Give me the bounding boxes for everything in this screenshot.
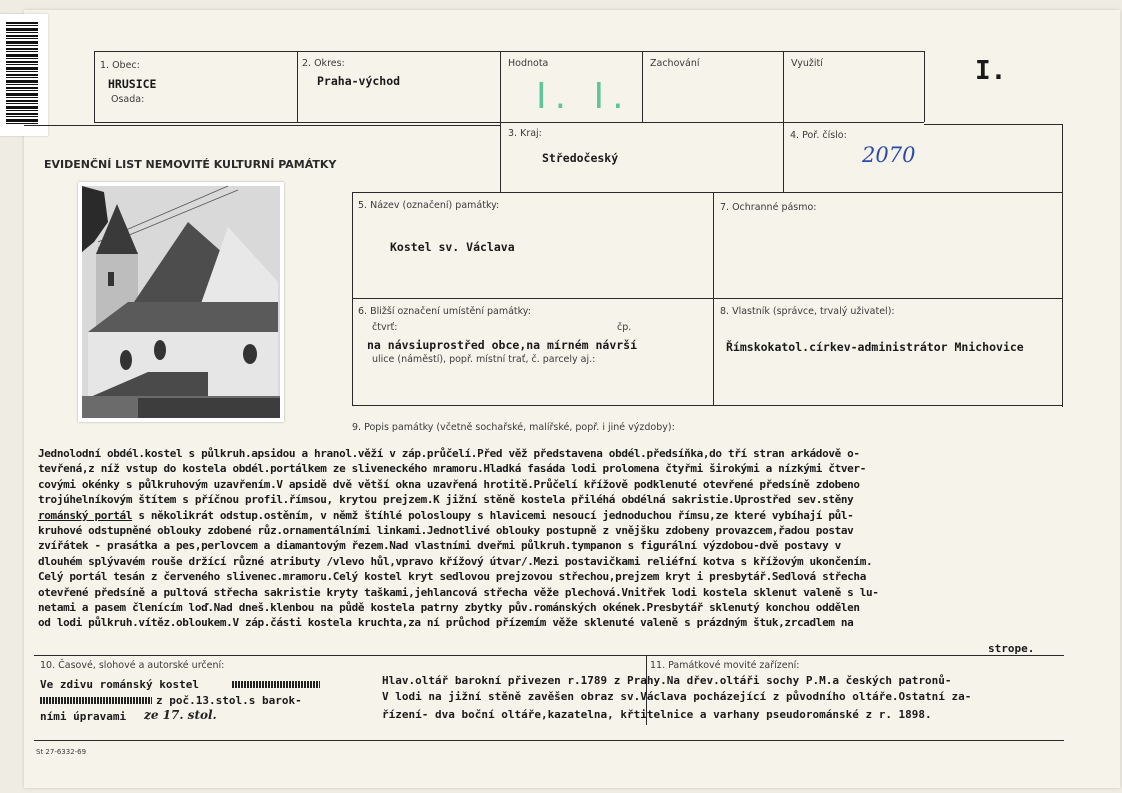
crossed-out-text: [232, 681, 320, 688]
cislo-label: 4. Poř. číslo:: [790, 130, 847, 141]
dating-handwritten: ze 17. stol.: [144, 708, 217, 722]
obec-value: HRUSICE: [108, 77, 157, 91]
umisteni-value: na návsiuprostřed obce,na mírném návrší: [367, 338, 638, 352]
rule: [352, 405, 1062, 406]
hodnota-value: I. I.: [536, 76, 632, 117]
rule: [24, 125, 500, 126]
cp-label: čp.: [617, 322, 632, 333]
rule: [94, 51, 924, 52]
nazev-value: Kostel sv. Václava: [390, 240, 515, 254]
vyuziti-label: Využití: [791, 58, 823, 69]
obec-label: 1. Obec:: [100, 60, 140, 71]
nazev-label: 5. Název (označení) památky:: [358, 200, 500, 211]
umisteni-label: 6. Bližší označení umístění památky:: [358, 306, 531, 317]
form-title: EVIDENČNÍ LIST NEMOVITÉ KULTURNÍ PAMÁTKY: [44, 158, 337, 171]
movite-label: 11. Památkové movité zařízení:: [650, 660, 800, 671]
description-line: zvířátek - prasátka a pes,perlovcem a diamantovým řezem.Nad vlastními dveřmi půlkruh.tympanon s figurální výzdobou-dvě postavy v: [38, 539, 841, 553]
rule: [352, 192, 500, 193]
description-line: dlouhém splývavém rouše držící různé atributy /vlevo hůl,vpravo křížový útvar/.Mezi postavičkami reliéfní kotva s křížovým ukončením.: [38, 554, 873, 568]
vlastnik-label: 8. Vlastník (správce, trvalý uživatel):: [720, 306, 895, 317]
dating-line-3: ními úpravami: [40, 710, 127, 723]
furnishing-line: V lodi na jižní stěně zavěšen obraz sv.Václava pocházející z původního oltáře.Ostatní za-: [382, 690, 972, 703]
ctvrt-label: čtvrť:: [372, 322, 398, 333]
pasmo-label: 7. Ochranné pásmo:: [720, 202, 817, 213]
rule: [500, 192, 1062, 193]
description-line: otevřené předsíně a pultová střecha sakristie kryty taškami,jehlancová střecha věže plechová.Vnitřek lodi kostela sklenut valeně s lu-: [38, 585, 879, 599]
hodnota-label: Hodnota: [508, 58, 549, 69]
description-text: [38, 446, 1108, 631]
okres-value: Praha-východ: [317, 74, 401, 88]
church-photo: [78, 182, 284, 422]
rule: [1062, 124, 1063, 407]
altar-line: Hlav.oltář barokní přivezen r.1789 z Prahy.Na dřev.oltáři sochy P.M.a českých patronů-: [382, 674, 952, 687]
description-line: od lodi půlkruh.vítěz.obloukem.V záp.části kostela kruchta,za ní průchod přízemím věže sklenuté valeně s prázdným štuk,zrcadlem na: [38, 616, 854, 630]
cislo-value: 2070: [862, 143, 916, 167]
church-photo-frame: [78, 182, 284, 422]
kraj-value: Středočeský: [542, 151, 619, 165]
description-line: covými okénky s půlkruhovým uzavřením.V apsidě dvě větší okna uzavřená hrotitě.Průčelí křížově podklenuté otevřené předsíně zdobeno: [38, 477, 860, 491]
popis-label: 9. Popis památky (včetně sochařské, malířské, popř. i jiné výzdoby):: [352, 422, 675, 433]
description-line: trojúhelníkovým štítem s příčnou profil.římsou, krytou prejzem.K jižní stěně kostela přiléhá obdélná sakristie.Uprostřed sev.stěny: [38, 493, 854, 507]
barcode-label: [0, 14, 48, 136]
dating-line-1: Ve zdivu románský kostel: [40, 678, 199, 691]
rule: [924, 51, 925, 122]
description-line: Celý portál tesán z červeného slivenec.mramoru.Celý kostel kryt sedlovou prejzovou střechou,prejzem kryt i presbytář.Sedlová střecha: [38, 570, 866, 584]
footer-code: St 27-6332-69: [36, 748, 87, 756]
description-line: netami a pasem členícím loď.Nad dneš.klenbou na půdě kostela patrny zbytky pův.románských okének.Presbytář sklenutý konchou oddělen: [38, 601, 860, 615]
furnishing-line: řízení- dva boční oltáře,kazatelna, křtitelnice a varhany pseudorománské z r. 1898.: [382, 708, 932, 721]
description-line: kruhové odstupněné oblouky zdobené růz.ornamentálními linkami.Jednotlivé oblouky postupně z vnějšku zdobeny provazcem,řadou postav: [38, 524, 854, 538]
okres-label: 2. Okres:: [302, 58, 345, 69]
rule: [297, 51, 298, 122]
description-line: románský portál s několikrát odstup.ostěním, v němž štíhlé polosloupy s hlavicemi nesoucí jednoduchou římsu,ze které vybíhají půl-: [38, 508, 854, 522]
barcode-bars: [6, 22, 38, 126]
description-tail: strope.: [988, 642, 1035, 655]
rule: [500, 51, 501, 192]
description-line: tevřená,z níž vstup do kostela obdél.portálkem ze sliveneckého mramoru.Hladká fasáda lodi prolomena čtyřmi širokými a nízkými čtver-: [38, 462, 866, 476]
rule: [34, 740, 1064, 741]
rule: [924, 124, 1062, 125]
rule: [783, 51, 784, 192]
dating-line-2: z poč.13.stol.s barok-: [156, 694, 302, 707]
rule: [94, 51, 95, 122]
rule: [94, 122, 500, 123]
casove-label: 10. Časové, slohové a autorské určení:: [40, 660, 225, 671]
vlastnik-value: Římskokatol.církev-administrátor Mnichovice: [726, 340, 1024, 354]
zachovani-label: Zachování: [650, 58, 700, 69]
corner-mark: I.: [975, 56, 1007, 86]
rule: [500, 122, 924, 123]
rule: [642, 51, 643, 122]
description-line: Jednolodní obdél.kostel s půlkruh.apsidou a hranol.věží v záp.průčelí.Před věž představena obdél.předsíňka,do tří stran arkádově o-: [38, 447, 860, 460]
crossed-out-text: [40, 697, 152, 704]
rule: [34, 655, 1064, 656]
osada-label: Osada:: [111, 94, 145, 105]
kraj-label: 3. Kraj:: [508, 128, 542, 139]
rule: [352, 298, 1062, 299]
ulice-label: ulice (náměstí), popř. místní trať, č. parcely aj.:: [372, 354, 596, 365]
